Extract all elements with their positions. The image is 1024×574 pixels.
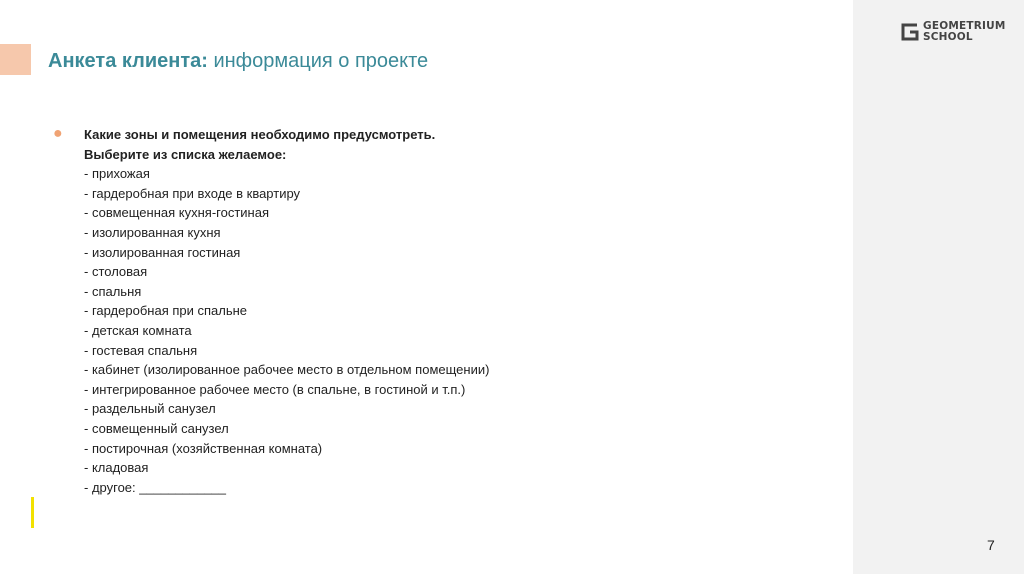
logo-line-1: GEOMETRIUM — [923, 20, 1006, 32]
question-block — [84, 125, 489, 497]
list-item: - прихожая — [84, 166, 150, 182]
list-item: - раздельный санузел — [84, 401, 216, 417]
list-item: - кабинет (изолированное рабочее место в отдельном помещении) — [84, 362, 490, 378]
logo-text — [923, 21, 1005, 43]
list-item: - совмещенный санузел — [84, 420, 229, 436]
options-list — [84, 164, 489, 497]
list-item: - постирочная (хозяйственная комната) — [84, 440, 323, 456]
logo — [900, 21, 1005, 43]
list-item: - детская комната — [84, 322, 192, 338]
list-item: - другое: ____________ — [84, 479, 227, 495]
list-item: - спальня — [84, 283, 142, 299]
title-rest: информация о проекте — [207, 50, 429, 72]
list-item: - совмещенная кухня-гостиная — [84, 205, 269, 221]
bullet-icon: ● — [53, 125, 63, 142]
list-item: - изолированная гостиная — [84, 244, 241, 260]
page-title — [48, 50, 428, 73]
list-item: - гардеробная при входе в квартиру — [84, 185, 301, 201]
logo-line-2: SCHOOL — [923, 31, 973, 43]
list-item: - кладовая — [84, 460, 149, 476]
list-item: - гардеробная при спальне — [84, 303, 248, 319]
question-line-2: Выберите из списка желаемое: — [84, 146, 287, 162]
title-bold: Анкета клиента: — [48, 50, 208, 72]
list-item: - интегрированное рабочее место (в спальне, в гостиной и т.п.) — [84, 381, 466, 397]
yellow-marker — [31, 497, 34, 528]
geometrium-logo-icon — [900, 22, 920, 42]
side-panel — [853, 0, 1024, 574]
page-number: 7 — [987, 537, 995, 553]
list-item: - гостевая спальня — [84, 342, 198, 358]
list-item: - столовая — [84, 264, 148, 280]
list-item: - изолированная кухня — [84, 224, 221, 240]
question-line-1: Какие зоны и помещения необходимо предусмотреть. — [84, 127, 436, 142]
accent-tab — [0, 44, 31, 75]
